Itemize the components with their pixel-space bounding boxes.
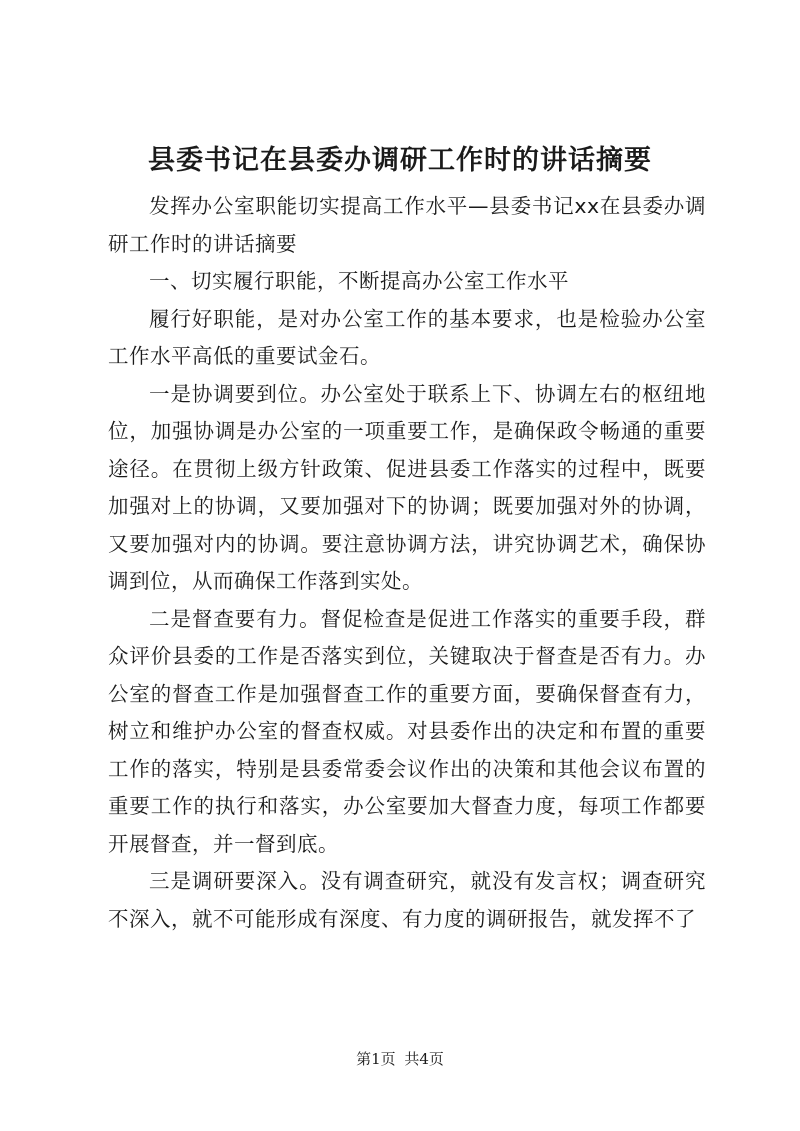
paragraph: 一是协调要到位。办公室处于联系上下、协调左右的枢纽地位，加强协调是办公室的一项重要工作，是确保政令畅通的重要途径。在贯彻上级方针政策、促进县委工作落实的过程中，既要加强对上的协调，又要加强对下的协调；既要加强对外的协调，又要加强对内的协调。要注意协调方法，讲究协调艺术，确保协调到位，从而确保工作落到实处。 bbox=[108, 381, 706, 593]
document-title: 县委书记在县委办调研工作时的讲话摘要 bbox=[148, 145, 652, 176]
paragraph: 二是督查要有力。督促检查是促进工作落实的重要手段，群众评价县委的工作是否落实到位，关键取决于督查是否有力。办公室的督查工作是加强督查工作的重要方面，要确保督查有力，树立和维护办公室的督查权威。对县委作出的决定和布置的重要工作的落实，特别是县委常委会议作出的决策和其他会议布置的重要工作的执行和落实，办公室要加大督查力度，每项工作都要开展督查，并一督到底。 bbox=[108, 606, 706, 856]
page-total: 共4页 bbox=[404, 1050, 444, 1068]
document-body bbox=[108, 188, 706, 938]
page-number: 第1页 bbox=[356, 1050, 396, 1068]
paragraph-section-heading: 一、切实履行职能，不断提高办公室工作水平 bbox=[149, 269, 569, 293]
paragraph: 三是调研要深入。没有调查研究，就没有发言权；调查研究不深入，就不可能形成有深度、有力度的调研报告，就发挥不了 bbox=[108, 869, 706, 931]
paragraph-subtitle: 发挥办公室职能切实提高工作水平—县委书记xx在县委办调研工作时的讲话摘要 bbox=[108, 194, 706, 256]
paragraph: 履行好职能，是对办公室工作的基本要求，也是检验办公室工作水平高低的重要试金石。 bbox=[108, 306, 706, 368]
page-footer bbox=[0, 1048, 800, 1069]
